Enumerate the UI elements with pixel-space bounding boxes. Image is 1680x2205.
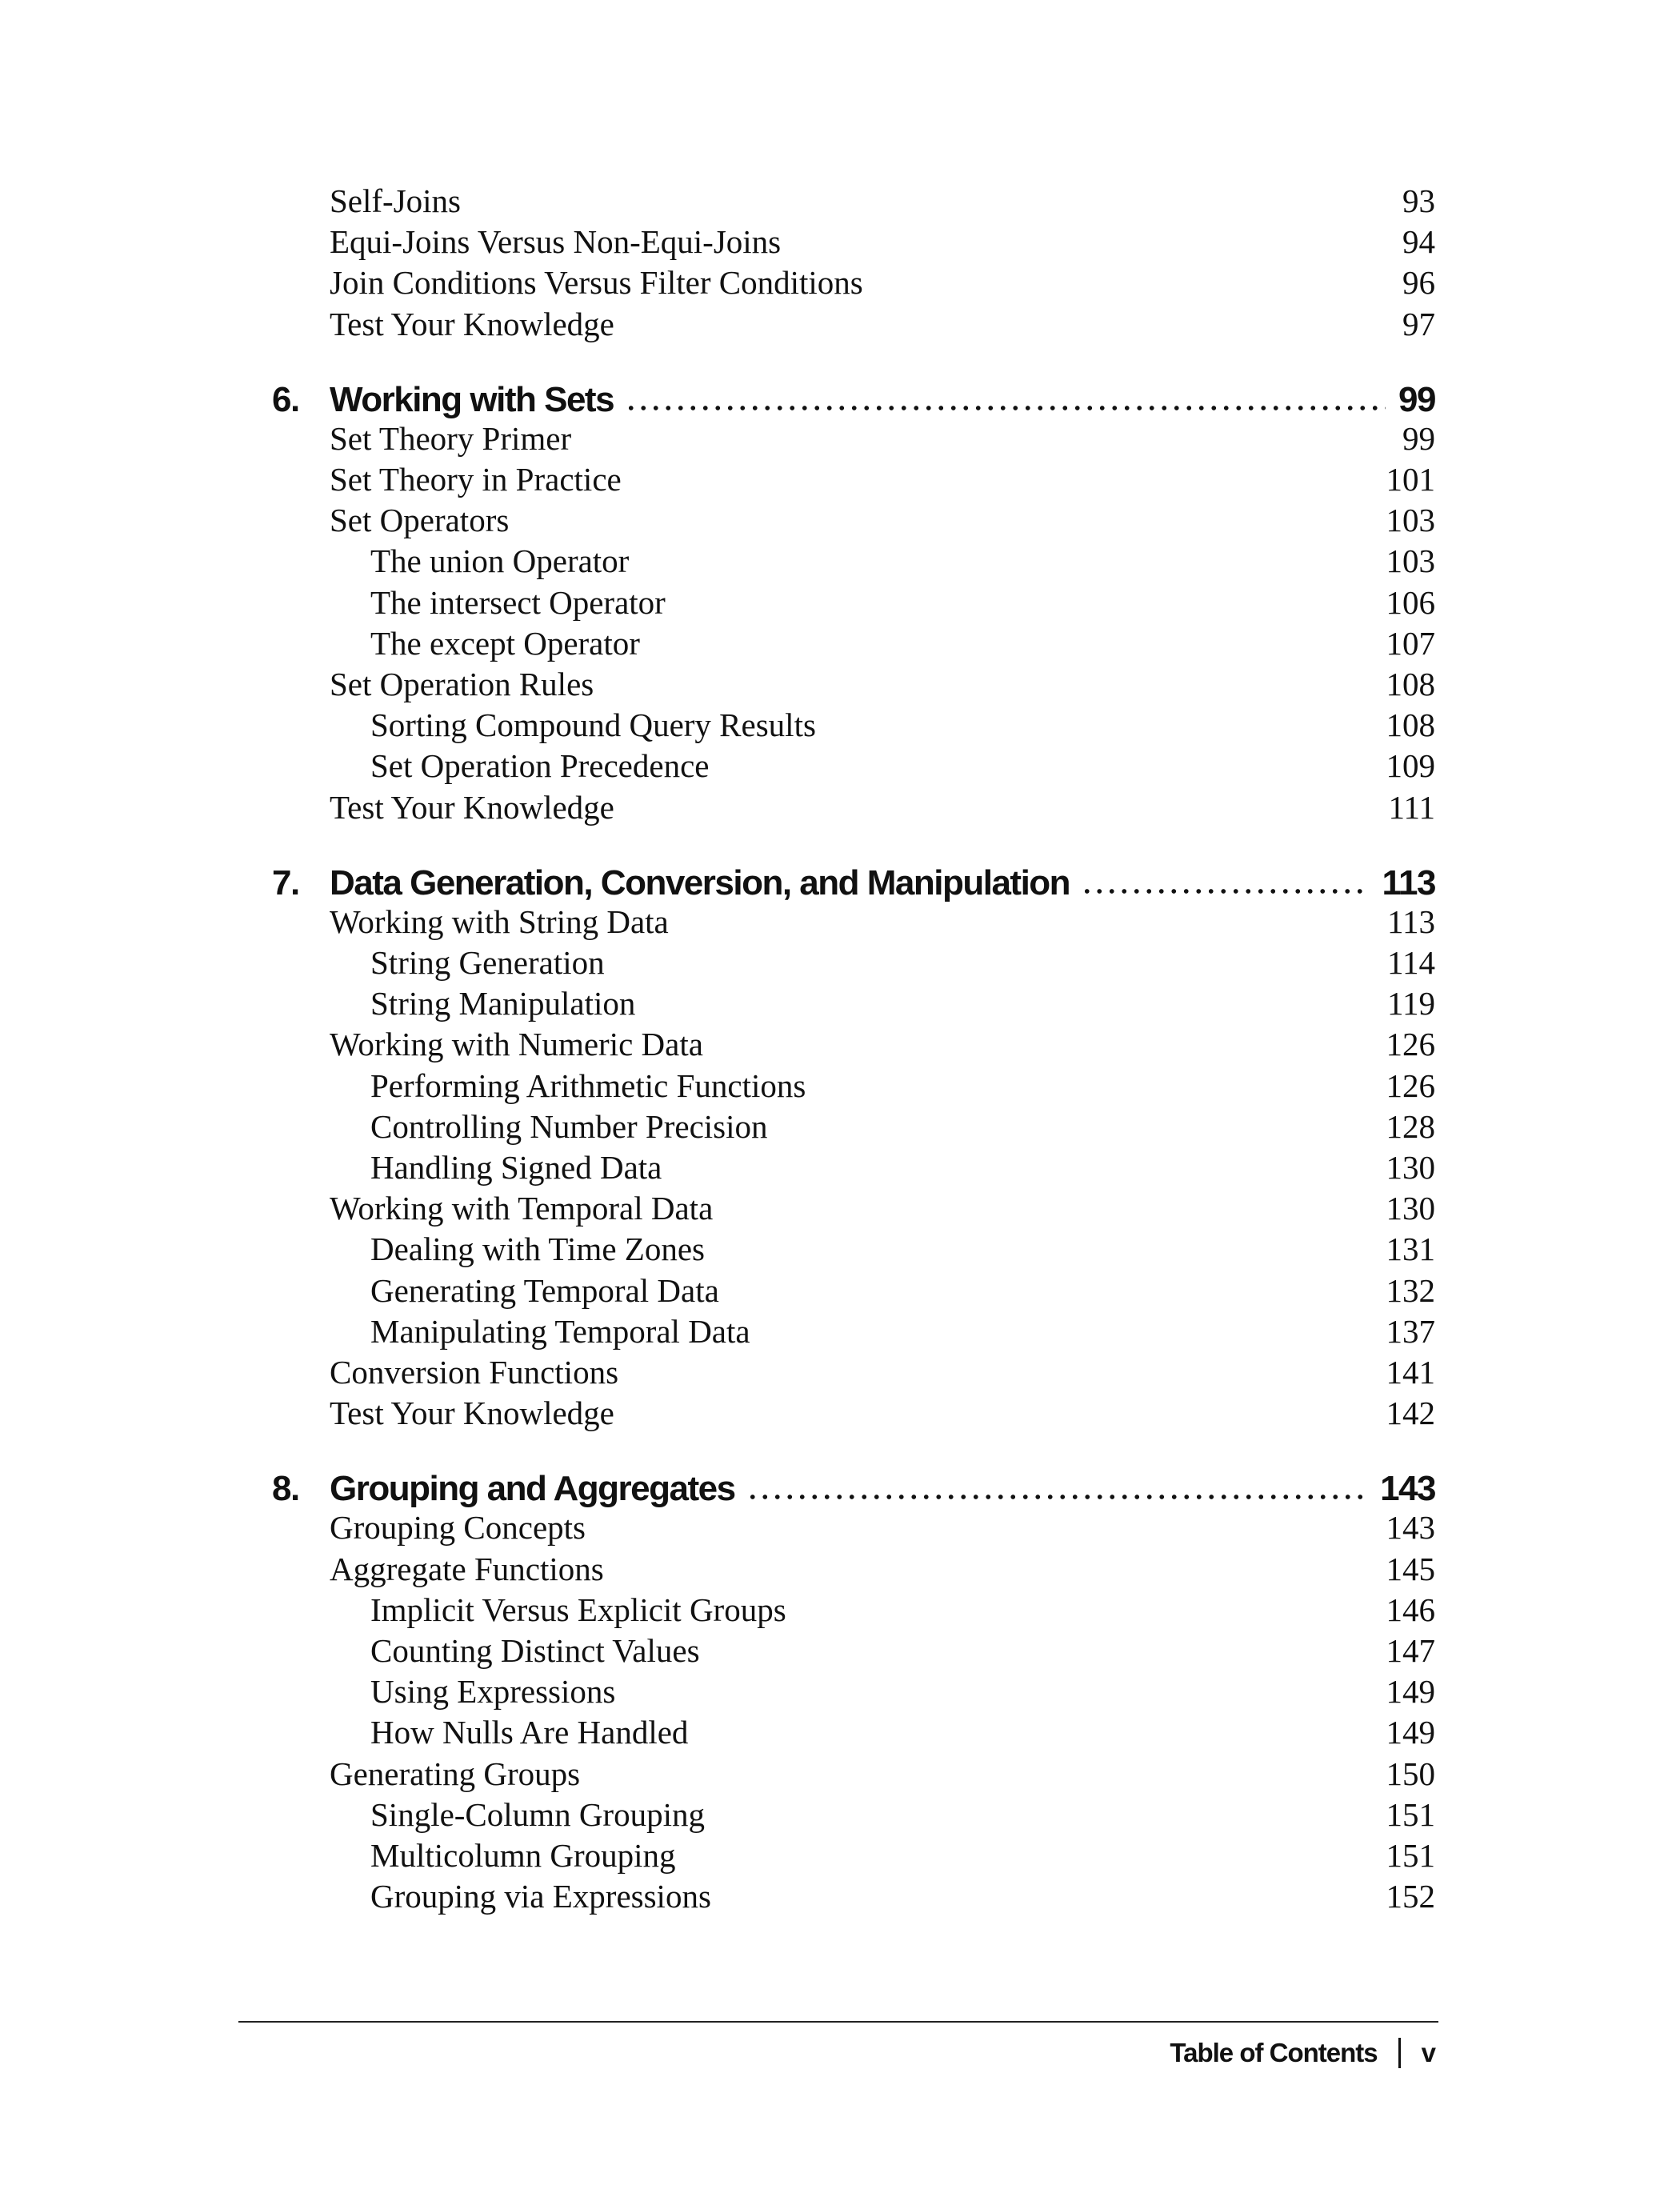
dot-leader (1081, 887, 1369, 895)
chapter-heading[interactable] (272, 1466, 1435, 1512)
entry-page-number: 150 (1386, 1755, 1435, 1792)
toc-subentry[interactable] (370, 983, 1435, 1024)
entry-title: Counting Distinct Values (370, 1632, 700, 1669)
entry-title: Manipulating Temporal Data (370, 1313, 750, 1350)
entry-title: Sorting Compound Query Results (370, 706, 816, 743)
entry-page-number: 143 (1386, 1509, 1435, 1546)
entry-title: Equi-Joins Versus Non-Equi-Joins (330, 223, 782, 260)
entry-page-number: 137 (1386, 1313, 1435, 1350)
entry-page-number: 107 (1386, 625, 1435, 662)
footer-rule (238, 2021, 1438, 2023)
toc-entry[interactable] (330, 787, 1435, 828)
toc-subentry[interactable] (370, 1876, 1435, 1917)
chapter-number: 8. (272, 1469, 299, 1508)
entry-title: Set Theory Primer (330, 420, 572, 457)
entry-title: Set Operators (330, 502, 510, 538)
toc-entry[interactable] (330, 262, 1435, 303)
footer-separator (1398, 2038, 1401, 2068)
entry-page-number: 149 (1386, 1714, 1435, 1751)
entry-page-number: 101 (1386, 461, 1435, 498)
toc-entry[interactable] (330, 459, 1435, 500)
dot-leader (746, 1493, 1368, 1501)
entry-page-number: 151 (1386, 1837, 1435, 1874)
toc-entry[interactable] (330, 1352, 1435, 1393)
entry-page-number: 106 (1386, 584, 1435, 621)
footer-content (1170, 2029, 1435, 2077)
entry-title: The union Operator (370, 542, 630, 579)
entry-page-number: 131 (1386, 1231, 1435, 1267)
entry-title: Set Operation Precedence (370, 747, 710, 784)
entry-title: Test Your Knowledge (330, 789, 614, 826)
entry-title: Aggregate Functions (330, 1551, 604, 1587)
entry-page-number: 93 (1402, 182, 1435, 219)
entry-page-number: 146 (1386, 1591, 1435, 1628)
toc-subentry[interactable] (370, 1066, 1435, 1107)
entry-title: Join Conditions Versus Filter Conditions (330, 264, 863, 301)
entry-page-number: 114 (1387, 944, 1435, 981)
entry-title: Working with String Data (330, 903, 669, 940)
entry-title: Implicit Versus Explicit Groups (370, 1591, 786, 1628)
entry-title: Using Expressions (370, 1673, 616, 1710)
entry-page-number: 151 (1386, 1796, 1435, 1833)
chapter-heading[interactable] (272, 377, 1435, 423)
toc-subentry[interactable] (370, 582, 1435, 623)
toc-subentry[interactable] (370, 1712, 1435, 1753)
entry-page-number: 152 (1386, 1878, 1435, 1915)
toc-entry[interactable] (330, 1393, 1435, 1434)
toc-subentry[interactable] (370, 1631, 1435, 1671)
entry-title: The intersect Operator (370, 584, 666, 621)
toc-subentry[interactable] (370, 1795, 1435, 1835)
toc-entry[interactable] (330, 1507, 1435, 1548)
entry-title: Generating Groups (330, 1755, 581, 1792)
entry-title: Grouping via Expressions (370, 1878, 711, 1915)
entry-title: Test Your Knowledge (330, 1395, 614, 1431)
chapter-heading[interactable] (272, 860, 1435, 906)
entry-title: Multicolumn Grouping (370, 1837, 676, 1874)
toc-subentry[interactable] (370, 705, 1435, 746)
toc-entry[interactable] (330, 500, 1435, 541)
entry-title: String Generation (370, 944, 605, 981)
toc-subentry[interactable] (370, 623, 1435, 664)
chapter-page-number: 99 (1398, 380, 1435, 419)
toc-entry[interactable] (330, 1024, 1435, 1065)
entry-title: String Manipulation (370, 985, 636, 1022)
entry-title: Set Theory in Practice (330, 461, 622, 498)
chapter-title: Data Generation, Conversion, and Manipulation (330, 863, 1070, 902)
toc-subentry[interactable] (370, 942, 1435, 983)
entry-page-number: 94 (1402, 223, 1435, 260)
toc-entry[interactable] (330, 418, 1435, 459)
entry-page-number: 147 (1386, 1632, 1435, 1669)
entry-page-number: 97 (1402, 306, 1435, 342)
entry-page-number: 109 (1386, 747, 1435, 784)
entry-title: Set Operation Rules (330, 666, 594, 702)
entry-page-number: 99 (1402, 420, 1435, 457)
chapter-number: 7. (272, 863, 299, 902)
entry-page-number: 145 (1386, 1551, 1435, 1587)
entry-page-number: 108 (1386, 706, 1435, 743)
entry-title: Working with Numeric Data (330, 1026, 703, 1062)
entry-page-number: 108 (1386, 666, 1435, 702)
entry-page-number: 96 (1402, 264, 1435, 301)
toc-subentry[interactable] (370, 1311, 1435, 1352)
entry-page-number: 132 (1386, 1272, 1435, 1309)
toc-subentry[interactable] (370, 1590, 1435, 1631)
entry-title: The except Operator (370, 625, 640, 662)
toc-subentry[interactable] (370, 1147, 1435, 1188)
toc-entry[interactable] (330, 902, 1435, 942)
footer-label: Table of Contents (1170, 2038, 1378, 2067)
entry-page-number: 128 (1386, 1108, 1435, 1145)
toc-entry[interactable] (330, 222, 1435, 262)
entry-page-number: 149 (1386, 1673, 1435, 1710)
toc-entry[interactable] (330, 1754, 1435, 1795)
entry-page-number: 113 (1387, 903, 1435, 940)
entry-title: Single-Column Grouping (370, 1796, 705, 1833)
chapter-page-number: 143 (1380, 1469, 1435, 1508)
toc-entry[interactable] (330, 1549, 1435, 1590)
toc-entry[interactable] (330, 1188, 1435, 1229)
entry-page-number: 103 (1386, 542, 1435, 579)
toc-entry[interactable] (330, 181, 1435, 222)
toc-entry[interactable] (330, 664, 1435, 705)
entry-page-number: 130 (1386, 1149, 1435, 1186)
entry-title: Test Your Knowledge (330, 306, 614, 342)
footer-page-numeral: v (1421, 2038, 1435, 2067)
entry-title: Dealing with Time Zones (370, 1231, 705, 1267)
entry-page-number: 130 (1386, 1190, 1435, 1227)
toc-subentry[interactable] (370, 541, 1435, 582)
toc-entry[interactable] (330, 304, 1435, 345)
entry-title: Working with Temporal Data (330, 1190, 714, 1227)
chapter-page-number: 113 (1382, 863, 1435, 902)
entry-title: How Nulls Are Handled (370, 1714, 689, 1751)
toc-subentry[interactable] (370, 1835, 1435, 1876)
toc-subentry[interactable] (370, 1107, 1435, 1147)
entry-title: Generating Temporal Data (370, 1272, 719, 1309)
chapter-title: Working with Sets (330, 380, 614, 419)
toc-subentry[interactable] (370, 1271, 1435, 1311)
entry-page-number: 126 (1386, 1067, 1435, 1104)
toc-subentry[interactable] (370, 1671, 1435, 1712)
entry-page-number: 103 (1386, 502, 1435, 538)
toc-subentry[interactable] (370, 746, 1435, 786)
entry-page-number: 141 (1386, 1354, 1435, 1391)
entry-title: Handling Signed Data (370, 1149, 662, 1186)
entry-page-number: 119 (1387, 985, 1435, 1022)
page-footer (1120, 2029, 1680, 2077)
entry-page-number: 111 (1388, 789, 1435, 826)
entry-page-number: 126 (1386, 1026, 1435, 1062)
toc-subentry[interactable] (370, 1229, 1435, 1270)
entry-title: Self-Joins (330, 182, 461, 219)
entry-title: Controlling Number Precision (370, 1108, 768, 1145)
chapter-title: Grouping and Aggregates (330, 1469, 735, 1508)
chapter-number: 6. (272, 380, 299, 419)
entry-title: Grouping Concepts (330, 1509, 586, 1546)
entry-title: Conversion Functions (330, 1354, 619, 1391)
dot-leader (625, 404, 1386, 412)
entry-page-number: 142 (1386, 1395, 1435, 1431)
entry-title: Performing Arithmetic Functions (370, 1067, 806, 1104)
